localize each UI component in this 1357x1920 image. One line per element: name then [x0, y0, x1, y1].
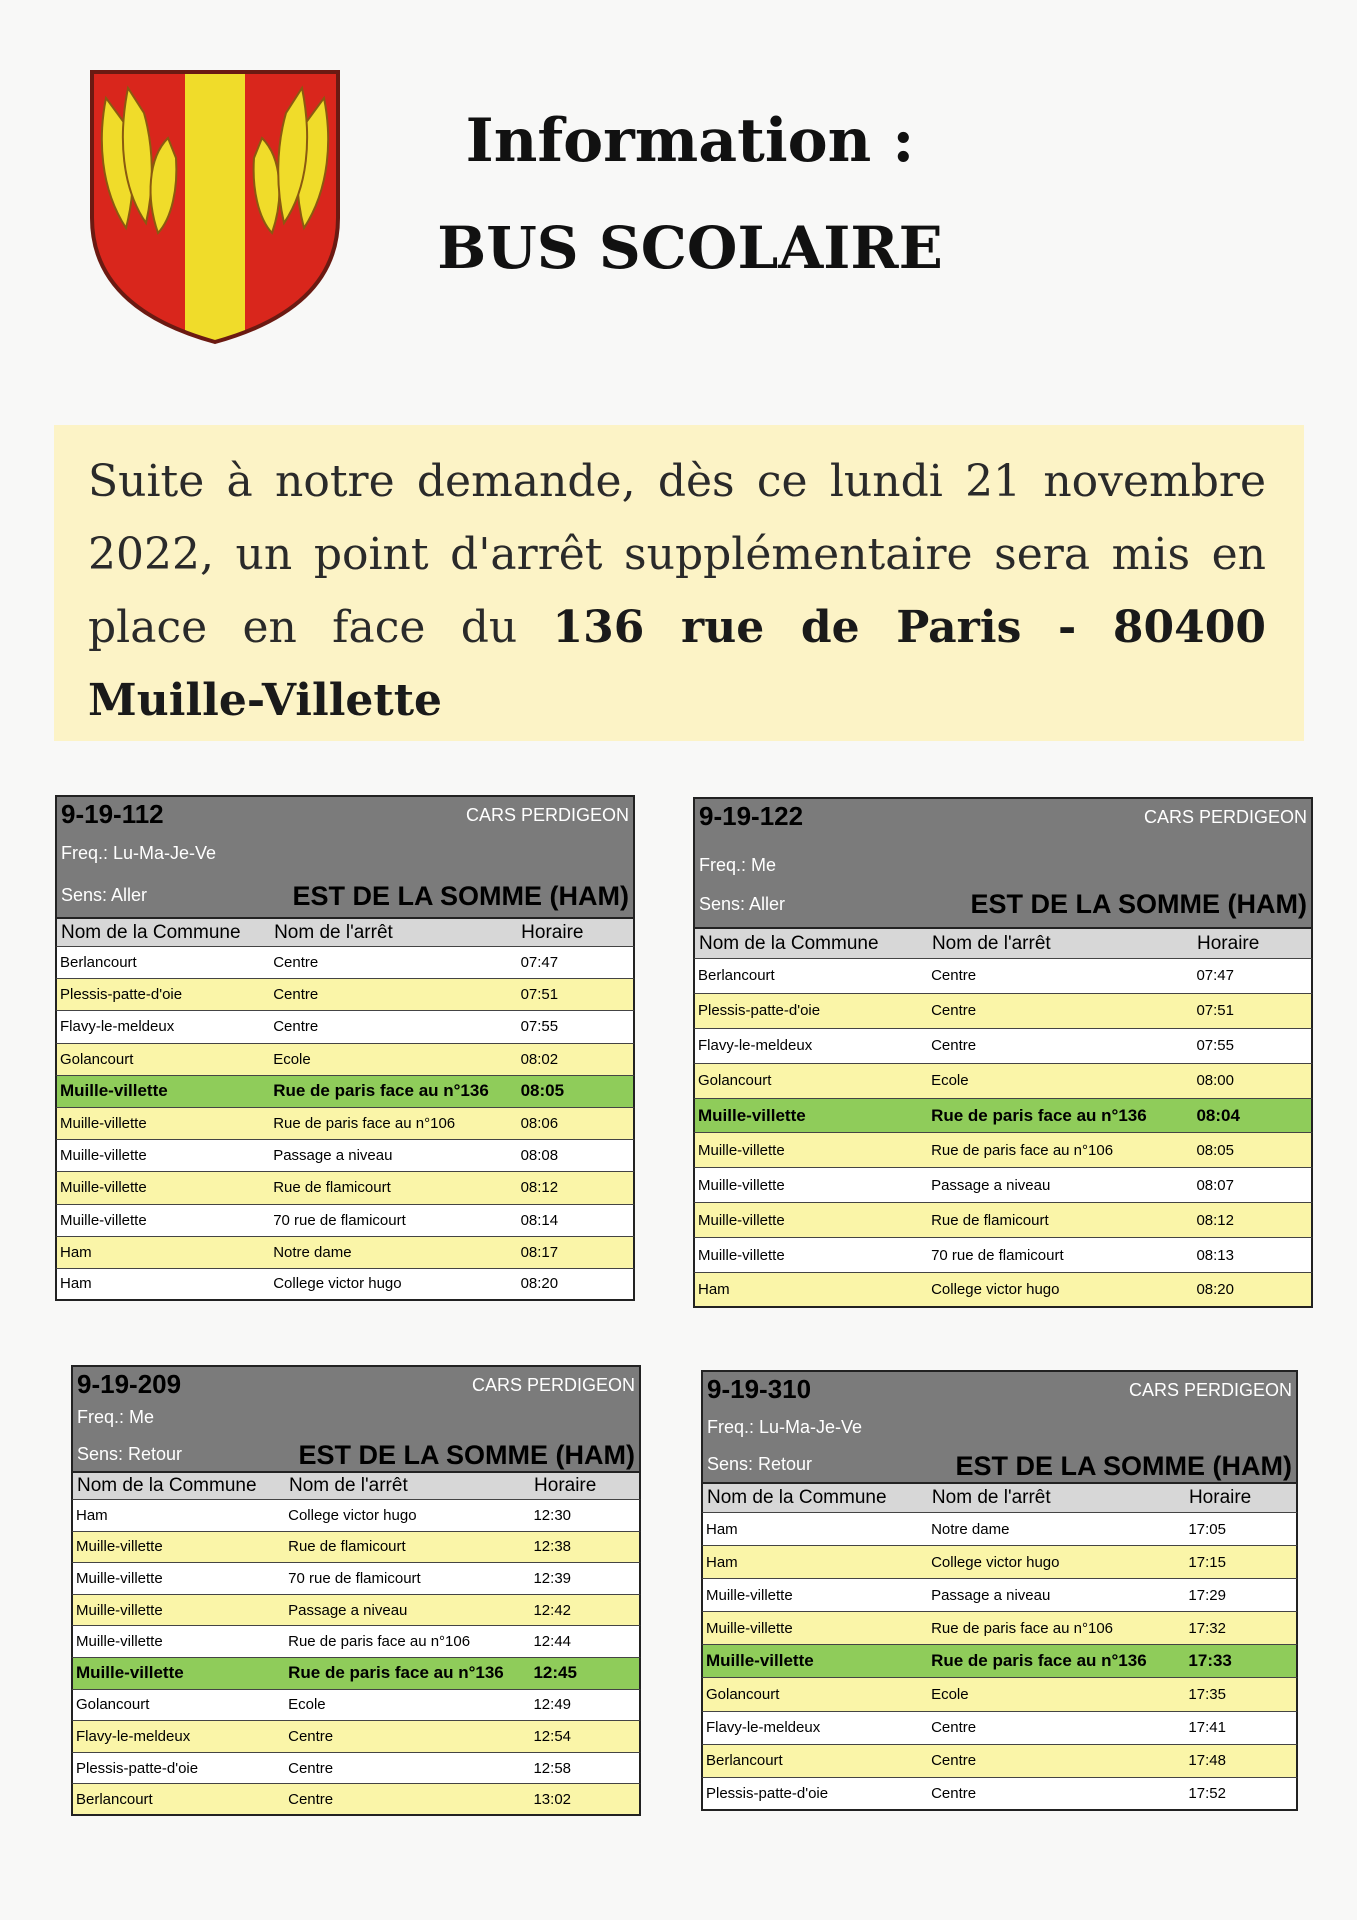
notice-address: 136 rue de Paris - 80400 Muille-Villette — [88, 602, 1266, 726]
time-cell: 07:55 — [520, 1018, 559, 1036]
table-row-highlighted — [71, 1658, 641, 1690]
notice-box — [54, 425, 1304, 741]
time-cell: 17:35 — [1188, 1686, 1226, 1704]
stop-cell: Centre — [931, 1719, 977, 1737]
time-cell: 17:32 — [1188, 1619, 1226, 1637]
table-row — [71, 1753, 641, 1785]
table-row — [701, 1678, 1298, 1711]
operator-name: CARS PERDIGEON — [471, 1375, 635, 1395]
table-row — [55, 1269, 635, 1301]
stop-cell: Ecole — [931, 1686, 969, 1704]
commune-cell: Muille-villette — [698, 1105, 806, 1125]
stop-cell: Rue de paris face au n°106 — [931, 1619, 1114, 1637]
stop-cell: Passage a niveau — [931, 1586, 1051, 1604]
table-row — [701, 1546, 1298, 1579]
commune-cell: Flavy-le-meldeux — [698, 1037, 813, 1055]
time-cell: 12:45 — [533, 1663, 577, 1683]
stop-cell: Rue de paris face au n°136 — [931, 1105, 1147, 1125]
time-cell: 08:12 — [520, 1179, 559, 1197]
time-cell: 12:42 — [533, 1601, 572, 1619]
stop-cell: College victor hugo — [931, 1280, 1060, 1298]
commune-cell: Muille-villette — [60, 1179, 147, 1197]
stop-cell: Centre — [931, 1784, 977, 1802]
column-header: Nom de l'arrêt — [274, 921, 393, 943]
stop-cell: Centre — [288, 1727, 334, 1745]
commune-cell: Golancourt — [76, 1696, 150, 1714]
time-cell: 12:38 — [533, 1538, 572, 1556]
frequency: Freq.: Me — [699, 855, 777, 875]
column-header: Horaire — [521, 921, 584, 943]
table-row — [55, 1172, 635, 1204]
time-cell: 08:20 — [1196, 1280, 1234, 1298]
stop-cell: 70 rue de flamicourt — [288, 1569, 421, 1587]
stop-cell: Rue de paris face au n°136 — [273, 1081, 489, 1101]
commune-cell: Muille-villette — [76, 1633, 163, 1651]
time-cell: 08:12 — [1196, 1211, 1234, 1229]
time-cell: 17:52 — [1188, 1784, 1226, 1802]
commune-cell: Muille-villette — [698, 1246, 785, 1264]
direction: Sens: Retour — [707, 1454, 813, 1474]
timetable-9-19-112 — [55, 795, 635, 1301]
table-row — [693, 1273, 1313, 1308]
stop-cell: 70 rue de flamicourt — [273, 1211, 406, 1229]
time-cell: 17:33 — [1188, 1651, 1232, 1671]
commune-cell: Flavy-le-meldeux — [60, 1018, 175, 1036]
stop-cell: Ecole — [273, 1050, 311, 1068]
commune-cell: Muille-villette — [76, 1601, 163, 1619]
commune-cell: Ham — [706, 1553, 738, 1571]
commune-cell: Ham — [60, 1275, 92, 1293]
direction: Sens: Aller — [61, 885, 148, 905]
column-headers — [71, 1471, 641, 1500]
line-code: 9-19-112 — [61, 799, 164, 829]
time-cell: 08:14 — [520, 1211, 559, 1229]
table-row-highlighted — [55, 1076, 635, 1108]
table-row — [71, 1784, 641, 1816]
column-header: Nom de la Commune — [61, 921, 241, 943]
commune-cell: Plessis-patte-d'oie — [76, 1759, 199, 1777]
commune-cell: Berlancourt — [76, 1790, 153, 1808]
time-cell: 12:58 — [533, 1759, 572, 1777]
timetable-9-19-209 — [71, 1365, 641, 1816]
commune-cell: Muille-villette — [76, 1569, 163, 1587]
stop-cell: Centre — [931, 967, 977, 985]
column-header: Horaire — [534, 1475, 597, 1496]
time-cell: 08:07 — [1196, 1176, 1234, 1194]
commune-cell: Muille-villette — [76, 1538, 163, 1556]
stop-cell: Rue de flamicourt — [273, 1179, 391, 1197]
time-cell: 08:05 — [520, 1081, 565, 1101]
stop-cell: Rue de paris face au n°106 — [931, 1141, 1114, 1159]
timetable-header — [701, 1370, 1298, 1482]
column-header: Nom de la Commune — [699, 932, 879, 954]
stop-cell: Notre dame — [931, 1520, 1010, 1538]
commune-cell: Plessis-patte-d'oie — [60, 986, 183, 1004]
commune-cell: Muille-villette — [76, 1663, 184, 1683]
commune-cell: Flavy-le-meldeux — [76, 1727, 191, 1745]
stop-cell: Rue de flamicourt — [931, 1211, 1049, 1229]
timetable-header — [71, 1365, 641, 1471]
direction: Sens: Retour — [77, 1444, 183, 1464]
stop-cell: College victor hugo — [931, 1553, 1060, 1571]
column-headers — [701, 1482, 1298, 1513]
stop-cell: College victor hugo — [273, 1275, 402, 1293]
table-row — [693, 1203, 1313, 1238]
table-row — [693, 994, 1313, 1029]
time-cell: 12:54 — [533, 1727, 572, 1745]
table-row — [693, 959, 1313, 994]
stop-cell: Rue de paris face au n°136 — [288, 1663, 504, 1683]
commune-cell: Flavy-le-meldeux — [706, 1719, 821, 1737]
column-header: Nom de la Commune — [707, 1487, 887, 1508]
commune-cell: Ham — [60, 1243, 92, 1261]
time-cell: 08:04 — [1196, 1105, 1240, 1125]
page-title: Information : — [465, 106, 915, 176]
page-subtitle: BUS SCOLAIRE — [437, 214, 943, 282]
column-header: Horaire — [1188, 1487, 1252, 1508]
direction: Sens: Aller — [699, 894, 786, 914]
stop-cell: Centre — [273, 954, 319, 972]
timetable-9-19-122 — [693, 797, 1313, 1308]
table-row — [693, 1064, 1313, 1099]
time-cell: 17:48 — [1188, 1752, 1226, 1770]
time-cell: 07:47 — [1196, 967, 1234, 985]
time-cell: 13:02 — [533, 1790, 572, 1808]
table-row — [693, 1168, 1313, 1203]
table-row — [71, 1690, 641, 1722]
commune-cell: Ham — [706, 1520, 738, 1538]
commune-cell: Muille-villette — [60, 1115, 147, 1133]
time-cell: 07:51 — [520, 986, 559, 1004]
table-row — [71, 1626, 641, 1658]
frequency: Freq.: Lu-Ma-Je-Ve — [707, 1417, 863, 1437]
time-cell: 17:05 — [1188, 1520, 1226, 1538]
stop-cell: Rue de flamicourt — [288, 1538, 406, 1556]
column-header: Nom de la Commune — [77, 1475, 257, 1496]
time-cell: 17:41 — [1188, 1719, 1226, 1737]
commune-cell: Muille-villette — [698, 1141, 785, 1159]
commune-cell: Ham — [698, 1280, 730, 1298]
time-cell: 17:15 — [1188, 1553, 1226, 1571]
table-row — [71, 1500, 641, 1532]
time-cell: 08:00 — [1196, 1072, 1234, 1090]
commune-cell: Golancourt — [698, 1072, 772, 1090]
commune-cell: Muille-villette — [706, 1619, 793, 1637]
time-cell: 08:08 — [520, 1147, 559, 1165]
commune-cell: Berlancourt — [706, 1752, 783, 1770]
region-name: EST DE LA SOMME (HAM) — [292, 881, 629, 911]
stop-cell: Passage a niveau — [288, 1601, 408, 1619]
coat-of-arms-shield-icon — [88, 68, 342, 346]
operator-name: CARS PERDIGEON — [1143, 807, 1307, 827]
stop-cell: Centre — [273, 1018, 319, 1036]
table-row — [55, 1237, 635, 1269]
table-row — [701, 1745, 1298, 1778]
table-row — [55, 1205, 635, 1237]
line-code: 9-19-122 — [699, 801, 804, 831]
table-row — [55, 947, 635, 979]
time-cell: 12:44 — [533, 1633, 572, 1651]
commune-cell: Plessis-patte-d'oie — [698, 1002, 821, 1020]
timetable-9-19-310 — [701, 1370, 1298, 1811]
region-name: EST DE LA SOMME (HAM) — [298, 1440, 635, 1470]
table-row — [701, 1612, 1298, 1645]
time-cell: 07:51 — [1196, 1002, 1234, 1020]
commune-cell: Golancourt — [706, 1686, 780, 1704]
column-header: Nom de l'arrêt — [289, 1475, 408, 1496]
operator-name: CARS PERDIGEON — [465, 805, 629, 825]
table-row — [693, 1029, 1313, 1064]
time-cell: 08:05 — [1196, 1141, 1234, 1159]
commune-cell: Muille-villette — [60, 1081, 168, 1101]
table-row — [693, 1133, 1313, 1168]
table-row — [55, 1140, 635, 1172]
column-header: Horaire — [1197, 932, 1260, 954]
commune-cell: Ham — [76, 1506, 108, 1524]
commune-cell: Muille-villette — [698, 1176, 785, 1194]
time-cell: 07:55 — [1196, 1037, 1234, 1055]
time-cell: 08:20 — [520, 1275, 559, 1293]
column-headers — [55, 917, 635, 947]
table-row — [701, 1778, 1298, 1811]
stop-cell: College victor hugo — [288, 1506, 417, 1524]
shield-pale — [185, 68, 245, 346]
region-name: EST DE LA SOMME (HAM) — [970, 889, 1307, 919]
stop-cell: Centre — [288, 1759, 334, 1777]
stop-cell: Rue de paris face au n°106 — [288, 1633, 471, 1651]
time-cell: 08:17 — [520, 1243, 559, 1261]
table-row — [71, 1721, 641, 1753]
time-cell: 12:39 — [533, 1569, 572, 1587]
table-row-highlighted — [693, 1099, 1313, 1134]
table-row — [55, 1108, 635, 1140]
table-row — [701, 1712, 1298, 1745]
notice-text — [88, 445, 1266, 737]
stop-cell: Centre — [931, 1002, 977, 1020]
notice-text-plain: Suite à notre demande, dès ce lundi 21 novembre 2022, un point d'arrêt supplémentaire sera mis en place en face du — [88, 456, 1266, 653]
time-cell: 12:49 — [533, 1696, 572, 1714]
stop-cell: Centre — [931, 1752, 977, 1770]
commune-cell: Plessis-patte-d'oie — [706, 1784, 829, 1802]
table-row — [55, 1044, 635, 1076]
time-cell: 12:30 — [533, 1506, 572, 1524]
stop-cell: Centre — [288, 1790, 334, 1808]
stop-cell: Centre — [931, 1037, 977, 1055]
time-cell: 08:13 — [1196, 1246, 1234, 1264]
commune-cell: Berlancourt — [698, 967, 775, 985]
table-row — [693, 1238, 1313, 1273]
table-row — [55, 1011, 635, 1043]
line-code: 9-19-310 — [707, 1374, 812, 1404]
stop-cell: Rue de paris face au n°106 — [273, 1115, 456, 1133]
table-row — [55, 979, 635, 1011]
stop-cell: Ecole — [288, 1696, 326, 1714]
table-row — [71, 1563, 641, 1595]
commune-cell: Muille-villette — [60, 1211, 147, 1229]
time-cell: 08:06 — [520, 1115, 559, 1133]
timetable-header — [693, 797, 1313, 927]
frequency: Freq.: Lu-Ma-Je-Ve — [61, 843, 217, 863]
table-row — [701, 1579, 1298, 1612]
stop-cell: 70 rue de flamicourt — [931, 1246, 1064, 1264]
commune-cell: Muille-villette — [706, 1651, 814, 1671]
stop-cell: Rue de paris face au n°136 — [931, 1651, 1147, 1671]
column-header: Nom de l'arrêt — [931, 932, 1051, 954]
stop-cell: Centre — [273, 986, 319, 1004]
table-row — [71, 1532, 641, 1564]
commune-cell: Muille-villette — [706, 1586, 793, 1604]
column-headers — [693, 927, 1313, 959]
time-cell: 08:02 — [520, 1050, 559, 1068]
stop-cell: Passage a niveau — [273, 1147, 393, 1165]
table-row-highlighted — [701, 1645, 1298, 1678]
time-cell: 17:29 — [1188, 1586, 1226, 1604]
line-code: 9-19-209 — [77, 1369, 182, 1399]
region-name: EST DE LA SOMME (HAM) — [955, 1451, 1292, 1481]
commune-cell: Berlancourt — [60, 954, 137, 972]
commune-cell: Muille-villette — [60, 1147, 147, 1165]
stop-cell: Ecole — [931, 1072, 969, 1090]
commune-cell: Muille-villette — [698, 1211, 785, 1229]
operator-name: CARS PERDIGEON — [1128, 1380, 1292, 1400]
frequency: Freq.: Me — [77, 1407, 155, 1427]
commune-cell: Golancourt — [60, 1050, 134, 1068]
timetable-header — [55, 795, 635, 917]
stop-cell: Notre dame — [273, 1243, 352, 1261]
table-row — [701, 1513, 1298, 1546]
column-header: Nom de l'arrêt — [931, 1487, 1051, 1508]
stop-cell: Passage a niveau — [931, 1176, 1051, 1194]
table-row — [71, 1595, 641, 1627]
time-cell: 07:47 — [520, 954, 559, 972]
